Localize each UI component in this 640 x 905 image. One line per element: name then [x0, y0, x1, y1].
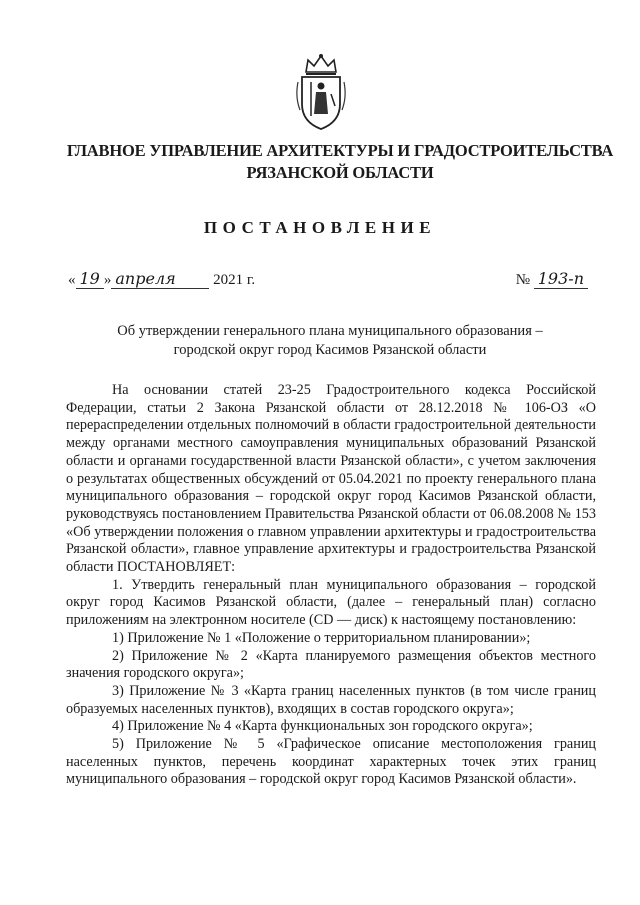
date-quote-close: »	[103, 272, 112, 288]
appendix-item-4: 4) Приложение № 4 «Карта функциональных зон городского округа»;	[112, 718, 533, 735]
document-number	[516, 269, 588, 289]
date-month: апреля	[111, 269, 209, 289]
appendix-item-5: 5) Приложение № 5 «Графическое описание местоположения границ населенных пунктов, перечень координат характерных точек этих границ муниципального образования – городской округ город Касимов Рязанской области».	[66, 736, 596, 788]
date-year: 2021 г.	[213, 272, 256, 288]
organization-line-1: ГЛАВНОЕ УПРАВЛЕНИЕ АРХИТЕКТУРЫ И ГРАДОСТРОИТЕЛЬСТВА	[66, 141, 614, 160]
point-1-paragraph: 1. Утвердить генеральный план муниципального образования – городской округ город Касимов Рязанской области, (далее – генеральный план) согласно приложениям на электронном носителе (CD — диск) к настоящему постановлению:	[66, 576, 596, 629]
document-body	[66, 382, 596, 789]
coat-of-arms-emblem	[294, 52, 348, 132]
subject-line-2: городской округ город Касимов Рязанской области	[173, 342, 487, 358]
document-type-title: ПОСТАНОВЛЕНИЕ	[203, 218, 437, 237]
number-prefix: №	[515, 272, 530, 288]
preamble-paragraph: На основании статей 23-25 Градостроительного кодекса Российской Федерации, статьи 2 Закона Рязанской области от 28.12.2018 № 106-ОЗ «О перераспределении отдельных полномочий в области градостроительной деятельности между органами местного самоуправления муниципальных образований Рязанской области и органами государственной власти Рязанской области», с учетом заключения о результатах общественных обсуждений от 05.04.2021 по проекту генерального плана муниципального образования – городской округ город Касимов Рязанской области, руководствуясь постановлением Правительства Рязанской области от 06.08.2008 № 153 «Об утверждении положения о главном управлении архитектуры и градостроительства Рязанской области», главное управление архитектуры и градостроительства Рязанской области ПОСТАНОВЛЯЕТ:	[66, 382, 596, 576]
appendix-item-3: 3) Приложение № 3 «Карта границ населенных пунктов (в том числе границ образуемых населенных пунктов), входящих в состав городского округа»;	[66, 682, 596, 717]
appendix-item-1: 1) Приложение № 1 «Положение о территориальном планировании»;	[112, 629, 531, 646]
organization-name	[40, 140, 640, 184]
number-value: 193-п	[534, 269, 588, 289]
organization-line-2: РЯЗАНСКОЙ ОБЛАСТИ	[246, 163, 434, 182]
subject-line-1: Об утверждении генерального плана муниципального образования –	[117, 323, 543, 339]
appendix-item-2: 2) Приложение № 2 «Карта планируемого размещения объектов местного значения городского округа»;	[66, 647, 596, 682]
document-subject	[90, 322, 570, 360]
document-date	[68, 269, 255, 289]
date-quote-open: «	[68, 272, 76, 288]
date-day: 19	[76, 269, 104, 289]
